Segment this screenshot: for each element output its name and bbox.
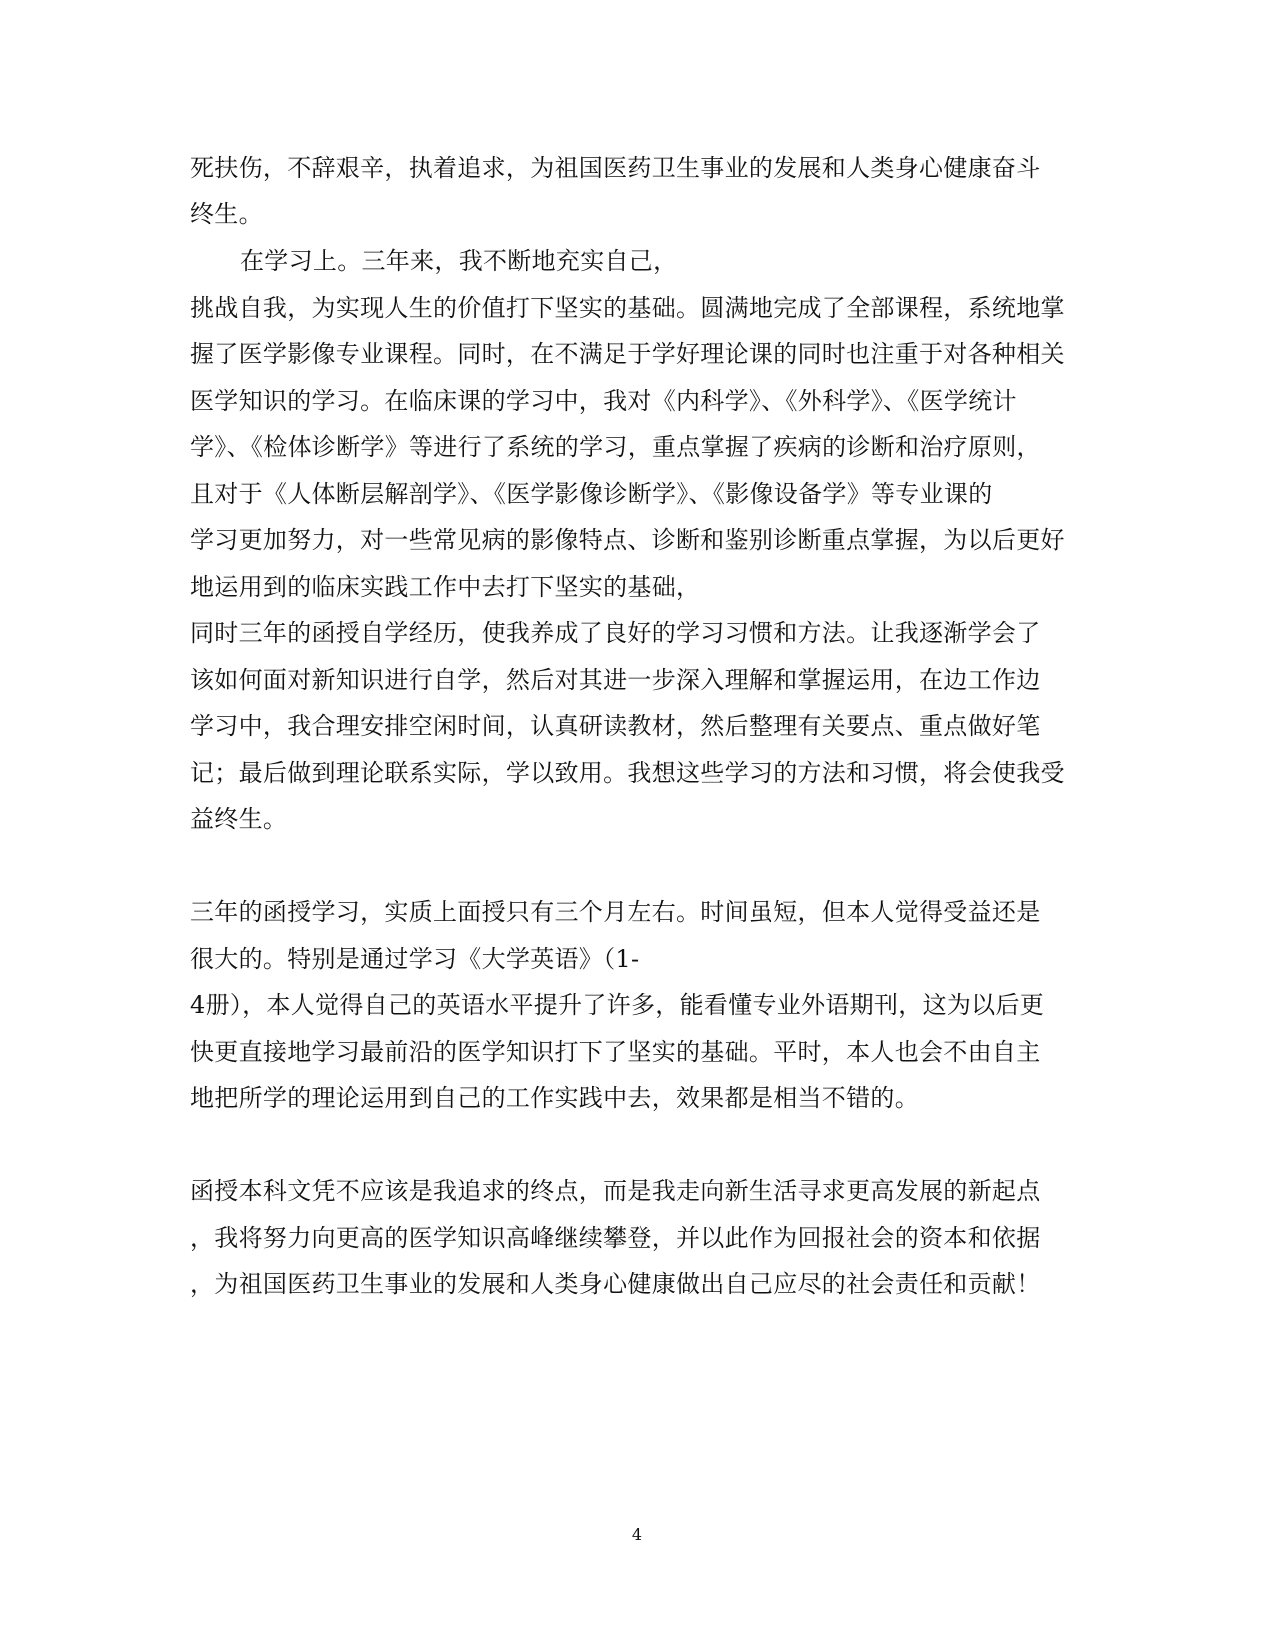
text-line: 死扶伤，不辞艰辛，执着追求，为祖国医药卫生事业的发展和人类身心健康奋斗	[190, 154, 1041, 182]
text-line: 快更直接地学习最前沿的医学知识打下了坚实的基础。平时，本人也会不由自主	[190, 1038, 1041, 1066]
text-line: 同时三年的函授自学经历，使我养成了良好的学习习惯和方法。让我逐渐学会了	[190, 619, 1041, 647]
text-line: ，为祖国医药卫生事业的发展和人类身心健康做出自己应尽的社会责任和贡献！	[190, 1270, 1041, 1298]
text-line: 医学知识的学习。在临床课的学习中，我对《内科学》、《外科学》、《医学统计	[190, 387, 1017, 415]
text-line: 在学习上。三年来，我不断地充实自己，	[240, 247, 678, 275]
text-line: ，我将努力向更高的医学知识高峰继续攀登，并以此作为回报社会的资本和依据	[190, 1224, 1041, 1252]
text-line: 4册），本人觉得自己的英语水平提升了许多，能看懂专业外语期刊，这为以后更	[190, 991, 1045, 1019]
text-line: 三年的函授学习，实质上面授只有三个月左右。时间虽短，但本人觉得受益还是	[190, 898, 1041, 926]
text-line: 学习更加努力，对一些常见病的影像特点、诊断和鉴别诊断重点掌握，为以后更好	[190, 526, 1065, 554]
text-line: 挑战自我，为实现人生的价值打下坚实的基础。圆满地完成了全部课程，系统地掌	[190, 294, 1065, 322]
text-line: 地把所学的理论运用到自己的工作实践中去，效果都是相当不错的。	[190, 1084, 919, 1112]
text-line: 很大的。特别是通过学习《大学英语》（1-	[190, 945, 640, 973]
text-line: 握了医学影像专业课程。同时，在不满足于学好理论课的同时也注重于对各种相关	[190, 340, 1065, 368]
text-line: 学》、《检体诊断学》等进行了系统的学习，重点掌握了疾病的诊断和治疗原则，	[190, 433, 1041, 461]
text-line: 且对于《人体断层解剖学》、《医学影像诊断学》、《影像设备学》等专业课的	[190, 480, 993, 508]
text-line: 地运用到的临床实践工作中去打下坚实的基础，	[190, 573, 701, 601]
text-line: 终生。	[190, 200, 263, 228]
text-line: 记；最后做到理论联系实际，学以致用。我想这些学习的方法和习惯，将会使我受	[190, 759, 1065, 787]
text-line: 该如何面对新知识进行自学，然后对其进一步深入理解和掌握运用，在边工作边	[190, 666, 1041, 694]
page-number: 4	[631, 1525, 643, 1544]
text-line: 函授本科文凭不应该是我追求的终点，而是我走向新生活寻求更高发展的新起点	[190, 1177, 1041, 1205]
text-line: 益终生。	[190, 805, 288, 833]
text-line: 学习中，我合理安排空闲时间，认真研读教材，然后整理有关要点、重点做好笔	[190, 712, 1041, 740]
